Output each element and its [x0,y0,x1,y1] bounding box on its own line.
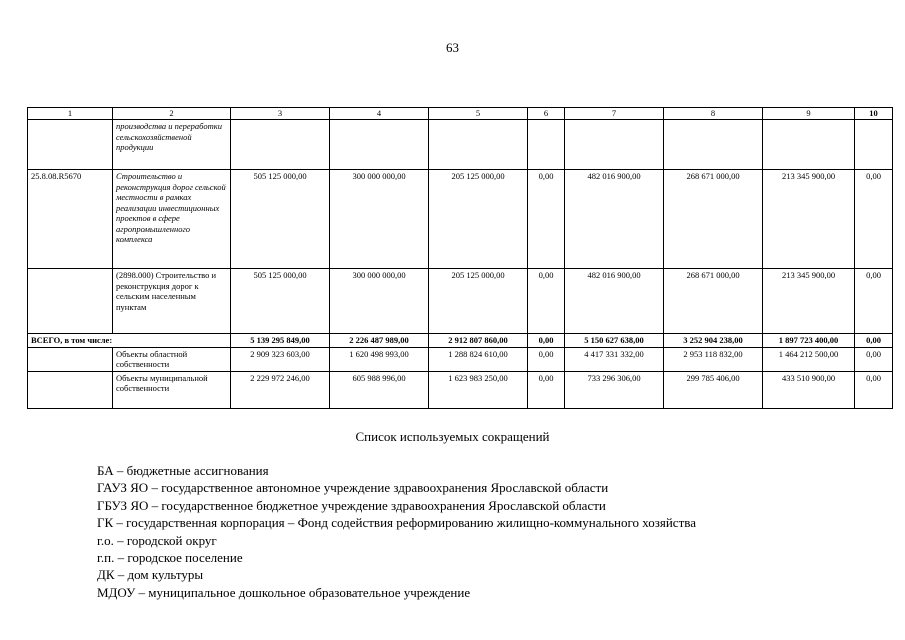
header-cell: 10 [855,108,893,120]
value-cell: 2 226 487 989,00 [330,334,429,348]
value-cell: 605 988 996,00 [330,371,429,408]
table-row-continuation [28,120,893,170]
header-cell: 2 [113,108,231,120]
value-cell: 0,00 [528,334,565,348]
row-name-cell: Строительство и реконструкция дорог сельской местности в рамках реализации инвестиционных проектов в сфере агропромышленного комплекса [113,170,231,269]
value-cell: 5 150 627 638,00 [565,334,664,348]
header-cell: 3 [231,108,330,120]
value-cell: 213 345 900,00 [763,269,855,334]
table-header-row [28,108,893,120]
value-cell: 482 016 900,00 [565,170,664,269]
value-cell: 1 620 498 993,00 [330,347,429,371]
abbreviation-item: г.о. – городской округ [97,532,217,548]
abbreviation-item: БА – бюджетные ассигнования [97,463,269,478]
budget-table [27,107,893,409]
header-cell: 9 [763,108,855,120]
value-cell: 482 016 900,00 [565,269,664,334]
value-cell: 1 623 983 250,00 [429,371,528,408]
value-cell: 268 671 000,00 [664,269,763,334]
value-cell: 5 139 295 849,00 [231,334,330,348]
abbreviation-item: ГАУЗ ЯО – государственное автономное учреждение здравоохранения Ярославской области [97,480,609,496]
value-cell: 205 125 000,00 [429,170,528,269]
abbreviation-item: г.п. – городское поселение [97,550,243,566]
value-cell: 4 417 331 332,00 [565,347,664,371]
header-cell: 8 [664,108,763,120]
value-cell: 505 125 000,00 [231,269,330,334]
table-row [28,269,893,334]
value-cell: 213 345 900,00 [763,170,855,269]
abbreviation-item: ДК – дом культуры [97,567,204,583]
value-cell: 3 252 904 238,00 [664,334,763,348]
row-name-cell: производства и переработки сельскохозяйственой продукции [113,120,231,170]
value-cell: 433 510 900,00 [763,371,855,408]
value-cell: 2 229 972 246,00 [231,371,330,408]
value-cell: 0,00 [528,170,565,269]
value-cell: 205 125 000,00 [429,269,528,334]
value-cell: 268 671 000,00 [664,170,763,269]
value-cell: 0,00 [855,371,893,408]
header-cell: 4 [330,108,429,120]
value-cell: 299 785 406,00 [664,371,763,408]
table-row [28,170,893,269]
header-cell: 7 [565,108,664,120]
table-row [28,347,893,371]
value-cell: 0,00 [528,371,565,408]
value-cell: 0,00 [855,170,893,269]
value-cell: 0,00 [855,347,893,371]
value-cell: 2 909 323 603,00 [231,347,330,371]
row-name-cell: Объекты областной собственности [113,347,231,371]
row-name-cell: Объекты муниципальной собственности [113,371,231,408]
header-cell: 6 [528,108,565,120]
value-cell: 733 296 306,00 [565,371,664,408]
value-cell: 0,00 [528,347,565,371]
value-cell: 2 912 807 860,00 [429,334,528,348]
page-number: 63 [446,40,459,55]
value-cell: 0,00 [855,269,893,334]
row-code-cell: 25.8.08.R5670 [28,170,113,269]
value-cell: 2 953 118 832,00 [664,347,763,371]
value-cell: 1 897 723 400,00 [763,334,855,348]
row-name-cell: (2898.000) Строительство и реконструкция дорог к сельским населенным пунктам [113,269,231,334]
value-cell: 1 288 824 610,00 [429,347,528,371]
value-cell: 1 464 212 500,00 [763,347,855,371]
abbreviation-item: ГБУЗ ЯО – государственное бюджетное учреждение здравоохранения Ярославской области [97,497,606,513]
header-cell: 1 [28,108,113,120]
value-cell: 0,00 [528,269,565,334]
header-cell: 5 [429,108,528,120]
abbreviations-list [97,462,696,601]
table-total-row [28,334,893,348]
abbreviations-title: Список используемых сокращений [355,429,550,444]
value-cell: 505 125 000,00 [231,170,330,269]
value-cell: 300 000 000,00 [330,269,429,334]
value-cell: 300 000 000,00 [330,170,429,269]
abbreviation-item: ГК – государственная корпорация – Фонд содействия реформированию жилищно-коммунального хозяйства [97,515,696,531]
value-cell: 0,00 [855,334,893,348]
table-row [28,371,893,408]
total-label: ВСЕГО, в том числе: [28,334,231,348]
abbreviation-item: МДОУ – муниципальное дошкольное образовательное учреждение [97,584,471,600]
